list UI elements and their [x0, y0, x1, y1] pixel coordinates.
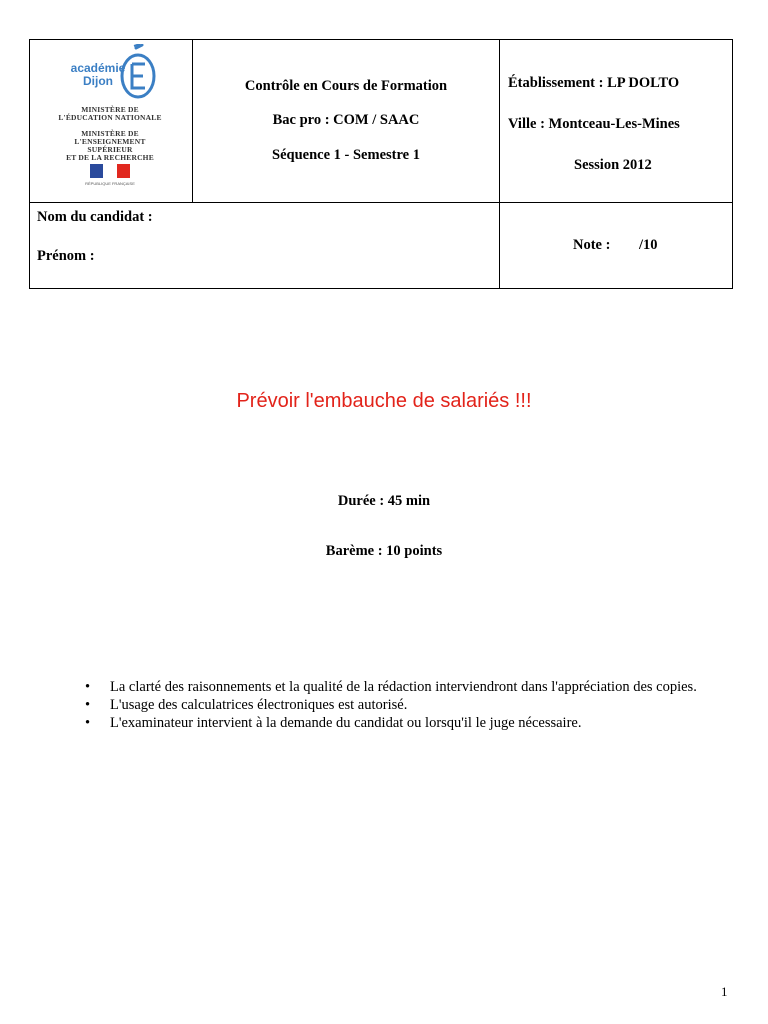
session: Session 2012 [574, 157, 652, 173]
academie-e-icon [120, 44, 156, 100]
ministry-education: MINISTÈRE DE L'ÉDUCATION NATIONALE [58, 105, 162, 122]
list-item: • La clarté des raisonnements et la qualité de la rédaction interviendront dans l'appréciation des copies. [83, 679, 730, 696]
french-flag-icon [90, 164, 130, 178]
list-item: • L'examinateur intervient à la demande du candidat ou lorsqu'il le juge nécessaire. [83, 715, 730, 732]
header-table [29, 39, 733, 289]
course-cell [192, 40, 500, 202]
note-max: /10 [639, 237, 658, 253]
school-cell [500, 40, 733, 202]
instructions-list [83, 679, 730, 733]
note-cell [500, 202, 733, 289]
page-title: Prévoir l'embauche de salariés !!! [236, 390, 532, 412]
academie-wordmark: académie Dijon [70, 61, 126, 88]
ministry-research: MINISTÈRE DE L'ENSEIGNEMENT SUPÉRIEUR ET DE LA RECHERCHE [66, 129, 154, 162]
academie-logo [54, 40, 166, 190]
prenom-label: Prénom : [37, 248, 95, 264]
grading-scale: Barème : 10 points [325, 543, 443, 559]
duration: Durée : 45 min [337, 493, 431, 509]
course-sequence: Séquence 1 - Semestre 1 [272, 147, 420, 163]
course-type: Contrôle en Cours de Formation [244, 78, 448, 94]
republique-label: RÉPUBLIQUE FRANÇAISE [85, 181, 135, 186]
course-program: Bac pro : COM / SAAC [272, 112, 420, 128]
list-item: • L'usage des calculatrices électroniques est autorisé. [83, 697, 730, 714]
ville: Ville : Montceau-Les-Mines [508, 116, 680, 132]
nom-label: Nom du candidat : [37, 209, 153, 225]
candidate-cell [30, 202, 500, 289]
page-number: 1 [721, 984, 728, 999]
logo-cell [30, 40, 192, 202]
note-label: Note : [573, 237, 611, 253]
etablissement: Établissement : LP DOLTO [508, 75, 680, 91]
